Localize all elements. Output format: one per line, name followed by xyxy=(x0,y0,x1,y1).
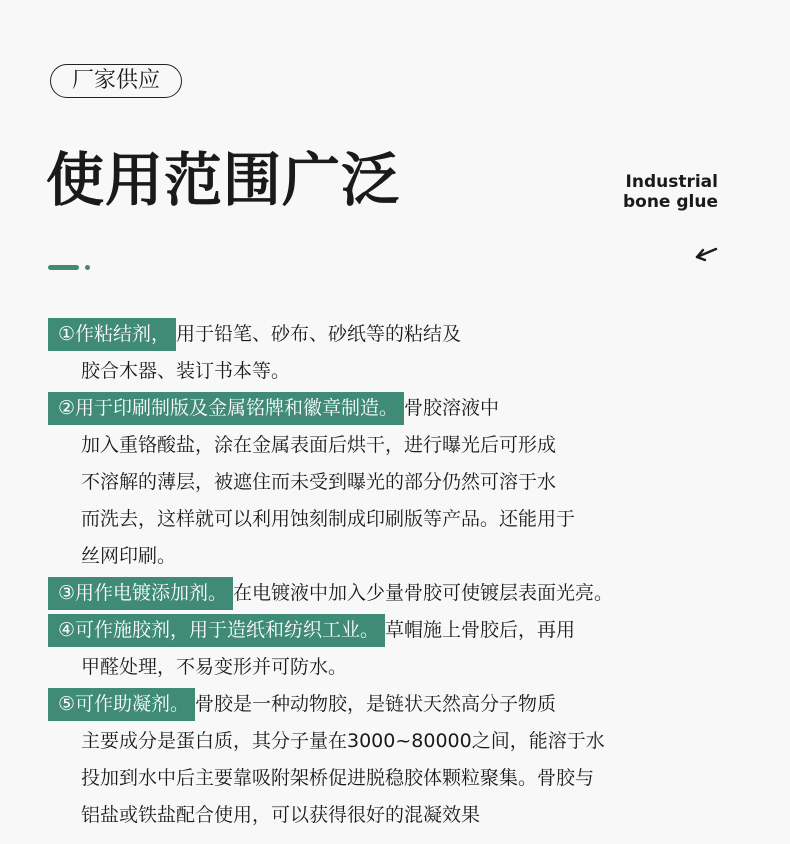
usage-item-1 xyxy=(48,316,748,353)
usage-item-4 xyxy=(48,612,748,649)
usage-heading: ③用作电镀添加剂。 xyxy=(48,577,233,610)
english-subtitle xyxy=(623,172,718,212)
page-title: 使用范围广泛 xyxy=(46,146,401,214)
usage-list xyxy=(48,316,748,834)
usage-item-2 xyxy=(48,390,748,427)
usage-item-3 xyxy=(48,575,748,612)
usage-text-continued: 投加到水中后主要靠吸附架桥促进脱稳胶体颗粒聚集。骨胶与 xyxy=(81,767,595,789)
supply-tag: 厂家供应 xyxy=(50,64,182,98)
english-subtitle-line-1: Industrial xyxy=(625,172,718,192)
usage-heading: ①作粘结剂， xyxy=(48,318,176,351)
accent-bar xyxy=(48,265,79,270)
usage-heading: ④可作施胶剂，用于造纸和纺织工业。 xyxy=(48,614,385,647)
usage-text-continued: 主要成分是蛋白质，其分子量在3000~80000之间，能溶于水 xyxy=(81,730,605,752)
usage-text-continued: 胶合木器、装订书本等。 xyxy=(81,360,291,382)
usage-text-continued: 丝网印刷。 xyxy=(81,545,177,567)
usage-text: 骨胶溶液中 xyxy=(404,397,500,419)
arrow-down-left-icon xyxy=(693,244,719,264)
usage-text: 骨胶是一种动物胶，是链状天然高分子物质 xyxy=(195,693,557,715)
usage-item-5 xyxy=(48,686,748,723)
usage-text: 在电镀液中加入少量骨胶可使镀层表面光亮。 xyxy=(233,582,614,604)
usage-text-continued: 加入重铬酸盐，涂在金属表面后烘干，进行曝光后可形成 xyxy=(81,434,557,456)
usage-text: 草帽施上骨胶后，再用 xyxy=(385,619,576,641)
usage-heading: ⑤可作助凝剂。 xyxy=(48,688,195,721)
usage-text-continued: 甲醛处理，不易变形并可防水。 xyxy=(81,656,348,678)
usage-text-continued: 不溶解的薄层，被遮住而未受到曝光的部分仍然可溶于水 xyxy=(81,471,557,493)
usage-text-continued: 而洗去，这样就可以利用蚀刻制成印刷版等产品。还能用于 xyxy=(81,508,576,530)
english-subtitle-line-2: bone glue xyxy=(622,192,718,212)
usage-text: 用于铅笔、砂布、砂纸等的粘结及 xyxy=(176,323,462,345)
accent-dot xyxy=(85,265,90,270)
usage-heading: ②用于印刷制版及金属铭牌和徽章制造。 xyxy=(48,392,404,425)
usage-text-continued: 铝盐或铁盐配合使用，可以获得很好的混凝效果 xyxy=(81,804,481,826)
